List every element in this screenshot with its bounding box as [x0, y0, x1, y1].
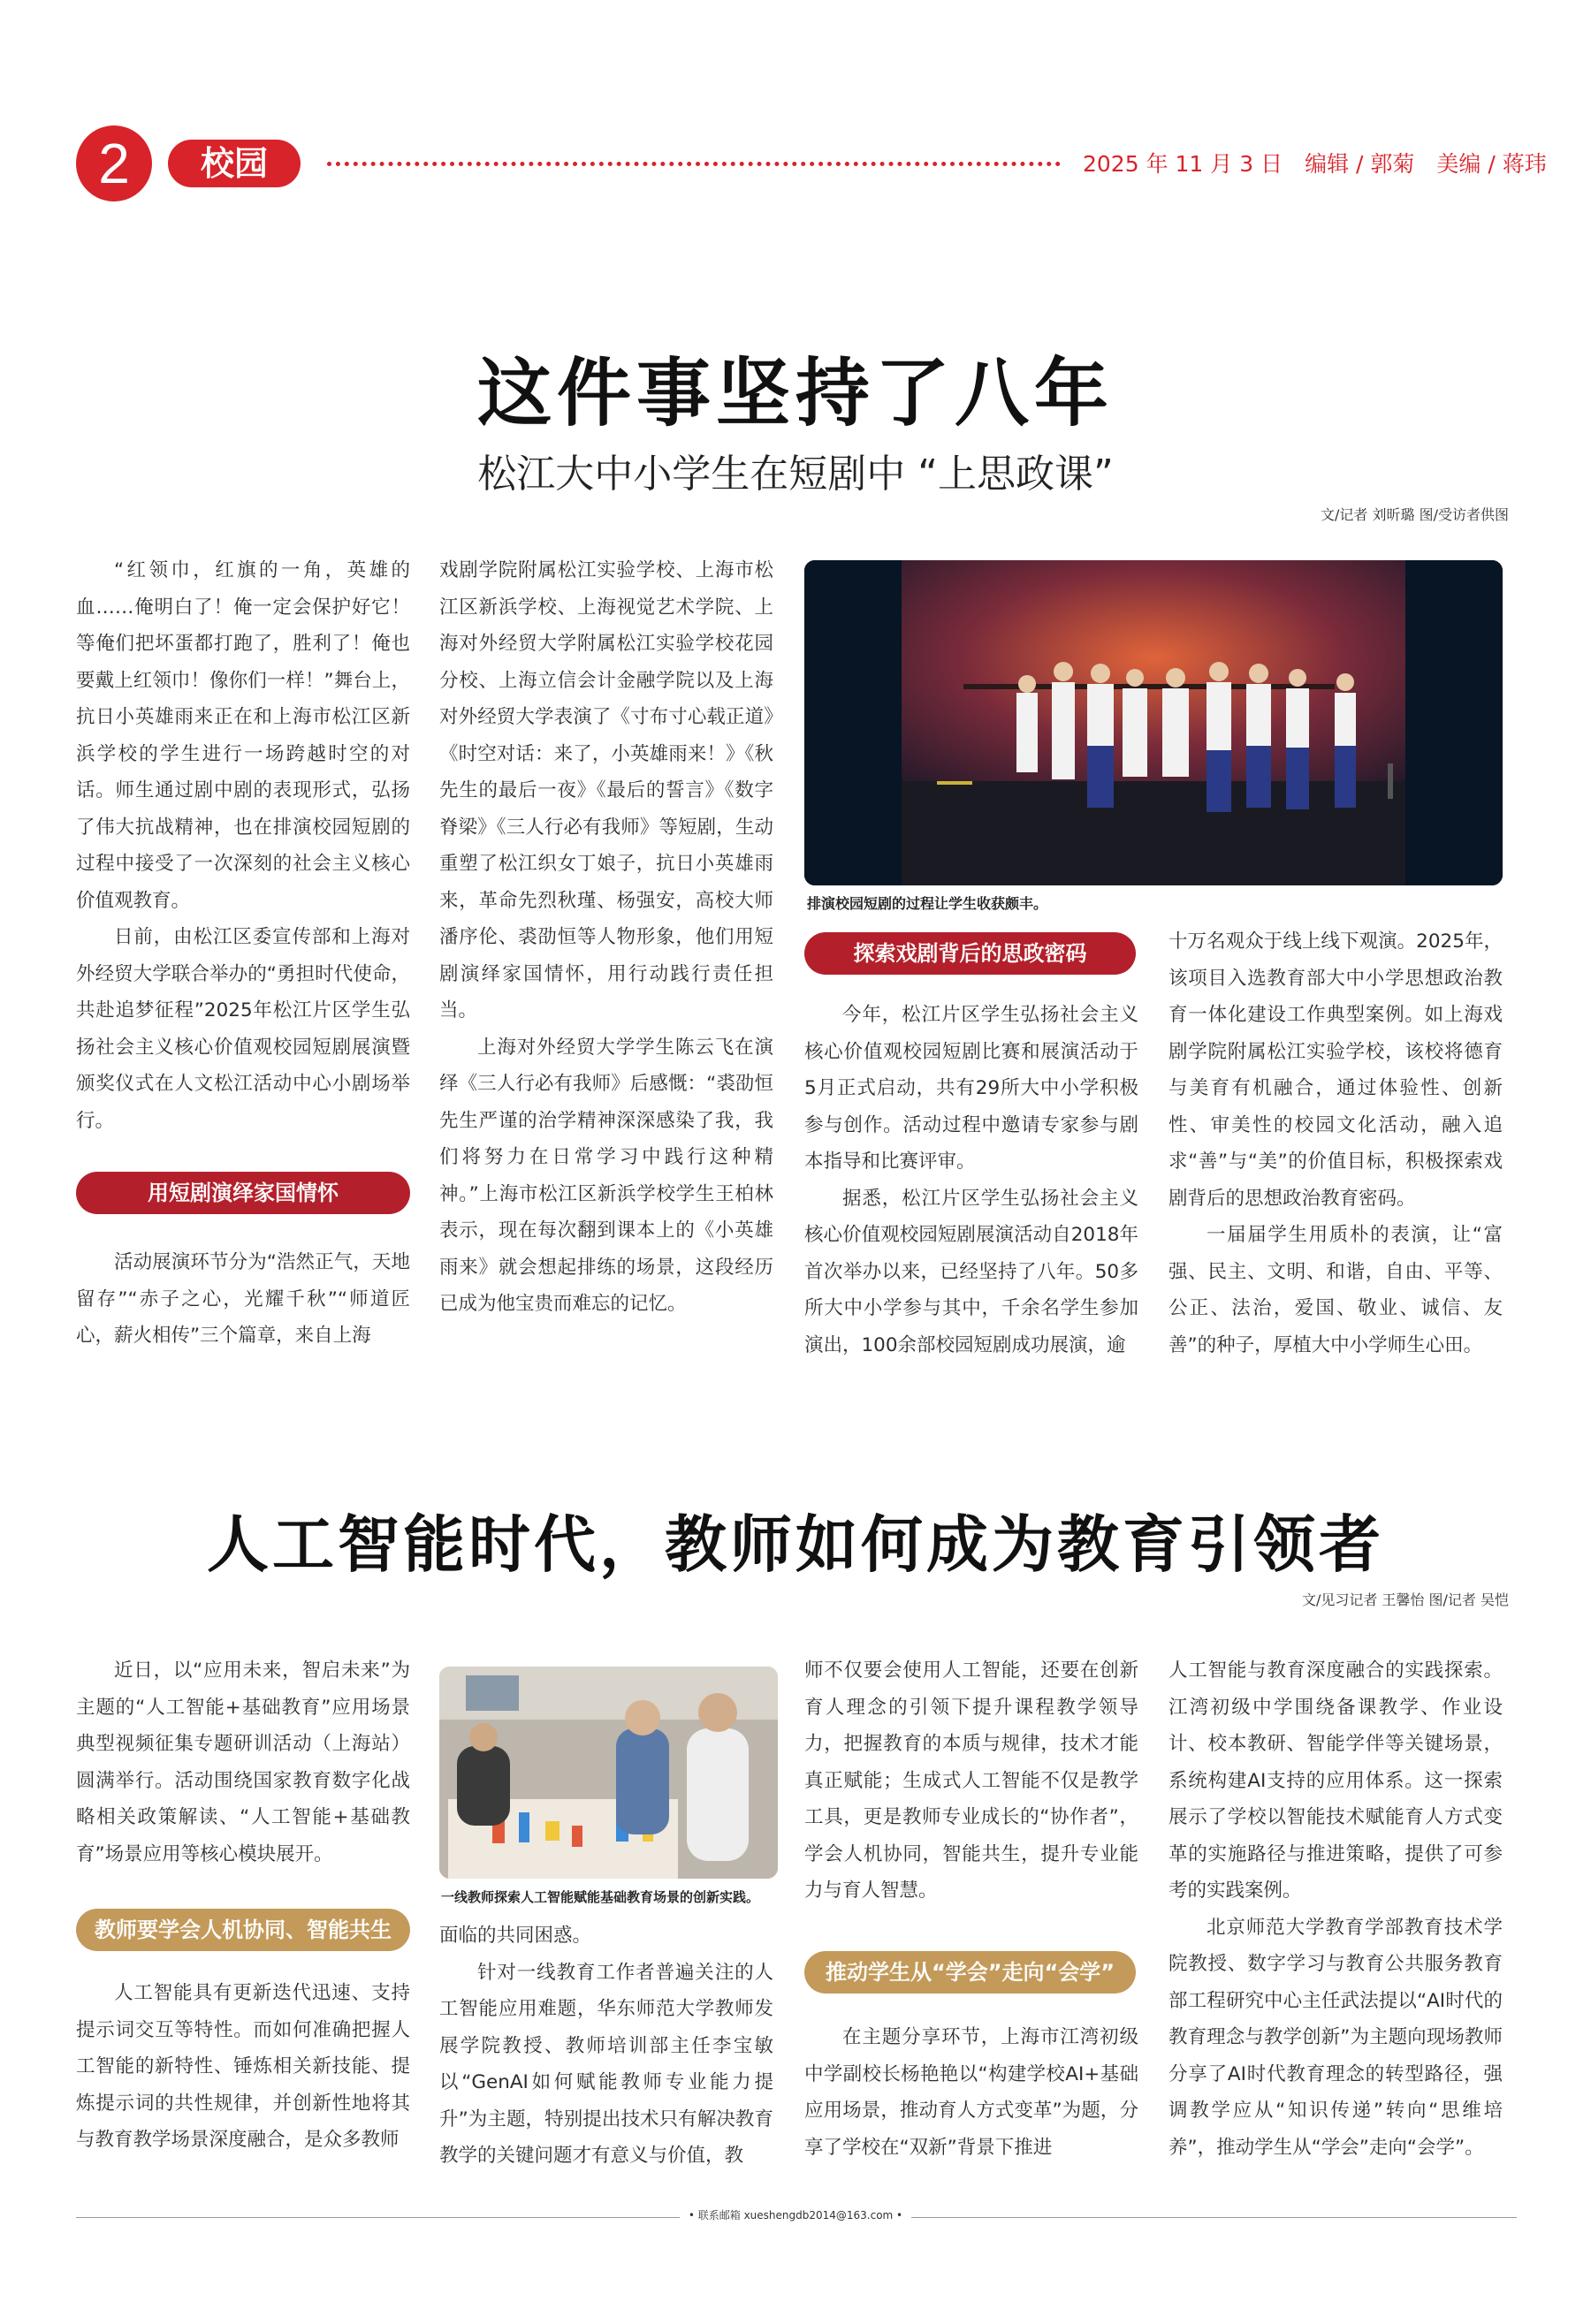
- paragraph: “红领巾，红旗的一角，英雄的血……俺明白了！俺一定会保护好它！等俺们把坏蛋都打跑了，胜利了！俺也要戴上红领巾！像你们一样！”舞台上，抗日小英雄雨来正在和上海市松江区新浜学校的学生进行一场跨越时空的对话。师生通过剧中剧的表现形式，弘扬了伟大抗战精神，也在排演校园短剧的过程中接受了一次深刻的社会主义核心价值观教育。: [76, 559, 410, 912]
- article1-subhead-1: 用短剧演绎家国情怀: [76, 1172, 410, 1214]
- article1-column-1b: [76, 1244, 410, 1355]
- paragraph: 北京师范大学教育学部教育技术学院教授、数字学习与教育公共服务教育部工程研究中心主任武法提以“AI时代的教育理念与教学创新”为主题向现场教师分享了AI时代教育理念的转型路径，强调教学应从“知识传递”转向“思维培养”，推动学生从“学会”走向“会学”。: [1169, 1916, 1503, 2159]
- article1-subtitle: 松江大中小学生在短剧中 “上思政课”: [477, 452, 1114, 497]
- paragraph: 上海对外经贸大学学生陈云飞在演绎《三人行必有我师》后感慨：“裘劭恒先生严谨的治学精神深深感染了我，我们将努力在日常学习中践行这种精神。”上海市松江区新浜学校学生王柏林表示，现在每次翻到课本上的《小英雄雨来》就会想起排练的场景，这段经历已成为他宝贵而难忘的记忆。: [439, 1036, 773, 1315]
- article2-byline: 文/见习记者 王馨怡 图/记者 吴恺: [1301, 1591, 1509, 1608]
- stage-performance-photo: [804, 560, 1503, 885]
- paragraph: 师不仅要会使用人工智能，还要在创新育人理念的引领下提升课程教学领导力，把握教育的本质与规律，技术才能真正赋能；生成式人工智能不仅是教学工具，更是教师专业成长的“协作者”，学会人机协同，智能共生，提升专业能力与育人智慧。: [804, 1659, 1138, 1902]
- paragraph: 针对一线教育工作者普遍关注的人工智能应用难题，华东师范大学教师发展学院教授、教师培训部主任李宝敏以“GenAI如何赋能教师专业能力提升”为主题，特别提出技术只有解决教育教学的关键问题才有意义与价值，教: [439, 1961, 773, 2167]
- article1-title: 这件事坚持了八年: [476, 350, 1114, 437]
- footer-contact-email: • 联系邮箱 xueshengdb2014@163.com •: [680, 2209, 911, 2221]
- stage-scene-illustration: [804, 560, 1503, 885]
- article1-column-1: [76, 552, 410, 1139]
- paragraph: 一届届学生用质朴的表演，让“富强、民主、文明、和谐，自由、平等、公正、法治，爱国、敬业、诚信、友善”的种子，厚植大中小学师生心田。: [1169, 1224, 1503, 1356]
- paragraph: 十万名观众于线上线下观演。2025年，该项目入选教育部大中小学思想政治教育一体化建设工作典型案例。如上海戏剧学院附属松江实验学校，该校将德育与美育有机融合，通过体验性、创新性、审美性的校园文化活动，融入追求“善”与“美”的价值目标，积极探索戏剧背后的思想政治教育密码。: [1169, 930, 1503, 1210]
- header-date-editor: 2025 年 11 月 3 日 编辑 / 郭菊 美编 / 蒋玮: [1083, 151, 1547, 177]
- article2-column-2: [439, 1918, 773, 2175]
- header-dotted-divider: [327, 162, 1061, 166]
- section-label: 校园: [168, 140, 301, 187]
- paragraph: 人工智能具有更新迭代迅速、支持提示词交互等特性。而如何准确把握人工智能的新特性、锤炼相关新技能、提炼提示词的共性规律，并创新性地将其与教育教学场景深度融合，是众多教师: [76, 1982, 410, 2151]
- article2-column-1b: [76, 1975, 410, 2159]
- workshop-photo-caption: 一线教师探索人工智能赋能基础教育场景的创新实践。: [441, 1889, 760, 1905]
- article1-column-2: [439, 552, 773, 1323]
- paragraph: 活动展演环节分为“浩然正气，天地留存”“赤子之心，光耀千秋”“师道匠心，薪火相传”三个篇章，来自上海: [76, 1251, 410, 1347]
- paragraph: 日前，由松江区委宣传部和上海对外经贸大学联合举办的“勇担时代使命，共赴追梦征程”2025年松江片区学生弘扬社会主义核心价值观校园短剧展演暨颁奖仪式在人文松江活动中心小剧场举行。: [76, 926, 410, 1132]
- paragraph: 近日，以“应用未来，智启未来”为主题的“人工智能+基础教育”应用场景典型视频征集专题研训活动（上海站）圆满举行。活动围绕国家教育数字化战略相关政策解读、“人工智能+基础教育”场景应用等核心模块展开。: [76, 1659, 410, 1865]
- article2-column-1: [76, 1652, 410, 1872]
- article1-subhead-2: 探索戏剧背后的思政密码: [804, 932, 1136, 975]
- article1-byline: 文/记者 刘昕璐 图/受访者供图: [1321, 506, 1509, 523]
- footer-contact: [0, 2207, 1591, 2222]
- article2-subhead-2: 推动学生从“学会”走向“会学”: [804, 1951, 1136, 1994]
- paragraph: 今年，松江片区学生弘扬社会主义核心价值观校园短剧比赛和展演活动于5月正式启动，共有29所大中小学积极参与创作。活动过程中邀请专家参与剧本指导和比赛评审。: [804, 1004, 1138, 1173]
- paragraph: 人工智能与教育深度融合的实践探索。江湾初级中学围绕备课教学、作业设计、校本教研、智能学伴等关键场景，系统构建AI支持的应用体系。这一探索展示了学校以智能技术赋能育人方式变革的实施路径与推进策略，提供了可参考的实践案例。: [1169, 1659, 1503, 1902]
- stage-photo-caption: 排演校园短剧的过程让学生收获颇丰。: [807, 895, 1048, 912]
- article2-column-3b: [804, 2019, 1138, 2166]
- paragraph: 面临的共同困惑。: [439, 1925, 592, 1947]
- paragraph: 戏剧学院附属松江实验学校、上海市松江区新浜学校、上海视觉艺术学院、上海对外经贸大学附属松江实验学校花园分校、上海立信会计金融学院以及上海对外经贸大学表演了《寸布寸心载正道》《时空对话：来了，小英雄雨来！》《秋先生的最后一夜》《最后的誓言》《数字脊梁》《三人行必有我师》等短剧，生动重塑了松江织女丁娘子，抗日小英雄雨来，革命先烈秋瑾、杨强安，高校大师潘序伦、裘劭恒等人物形象，他们用短剧演绎家国情怀，用行动践行责任担当。: [439, 559, 773, 1021]
- article2-column-3: [804, 1652, 1138, 1910]
- article1-column-3: [804, 997, 1138, 1363]
- workshop-scene-illustration: [439, 1667, 778, 1879]
- article2-title: 人工智能时代，教师如何成为教育引领者: [207, 1508, 1384, 1581]
- paragraph: 据悉，松江片区学生弘扬社会主义核心价值观校园短剧展演活动自2018年首次举办以来，已经坚持了八年。50多所大中小学参与其中，千余名学生参加演出，100余部校园短剧成功展演，逾: [804, 1187, 1138, 1356]
- article1-column-4: [1169, 923, 1503, 1363]
- article2-subhead-1: 教师要学会人机协同、智能共生: [76, 1909, 410, 1951]
- paragraph: 在主题分享环节，上海市江湾初级中学副校长杨艳艳以“构建学校AI+基础应用场景，推动育人方式变革”为题，分享了学校在“双新”背景下推进: [804, 2026, 1138, 2159]
- article2-column-4: [1169, 1652, 1503, 2166]
- teachers-workshop-photo: [439, 1667, 778, 1879]
- page-number: 2: [76, 125, 152, 201]
